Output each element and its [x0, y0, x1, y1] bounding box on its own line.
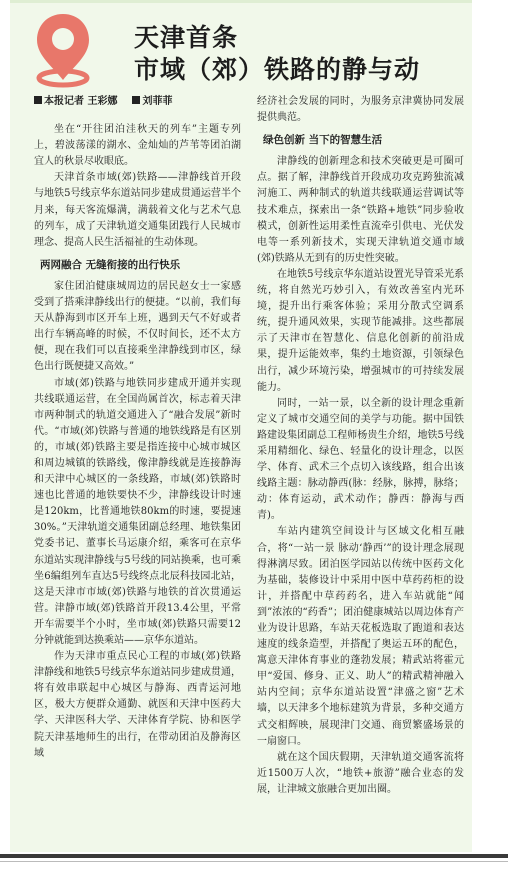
- headline-line-1: 天津首条: [134, 23, 239, 52]
- newspaper-page: [10, 0, 472, 852]
- map-pin-icon: [30, 10, 96, 88]
- bottom-rule: [0, 854, 508, 858]
- section-heading-1: 两网融合 无缝衔接的出行快乐: [40, 258, 181, 271]
- paragraph: 经济社会发展的同时，为服务京津冀协同发展提供典范。: [257, 96, 464, 124]
- top-strip: [10, 0, 472, 3]
- paragraph: 天津首条市域(郊)铁路——津静线首开段与地铁5号线京华东道站同步建成贯通运营半个月来，每天客流爆满，满载着文化与艺术气息的列车，成了天津轨道交通集团践行人民城市理念、提高人民生活福祉的生动体现。: [34, 172, 241, 248]
- byline-reporter-1: 王彩娜: [87, 96, 118, 107]
- paragraph: 家住团泊健康城周边的居民赵女士一家感受到了搭乘津静线出行的便捷。“以前，我们每天从静海到市区开车上班，遇到天气不好或者出行车辆高峰的时候，不仅时间长，还不太方便，现在我们可以直接乘坐津静线到市区，绿色出行既便捷又高效。”: [34, 280, 241, 373]
- byline: [34, 94, 241, 110]
- headline-line-2: 市域（郊）铁路的静与动: [134, 55, 421, 84]
- paragraph: 坐在“开往团泊洼秋天的列车”主题专列上，碧波荡漾的湖水、金灿灿的芦苇等团泊湖宜人的秋景尽收眼底。: [34, 124, 241, 168]
- paragraph: 津静线的创新理念和技术突破更是可圈可点。据了解，津静线首开段成功攻克跨独流减河施工、两种制式的轨道共线联通运营调试等技术难点，探索出一条“铁路+地铁”同步验收模式，创新性运用柔性直流牵引供电、光伏发电等一系列新技术，实现天津轨道交通市域(郊)铁路从无到有的历史性突破。: [257, 156, 464, 264]
- square-bullet-icon: [132, 96, 140, 104]
- left-column: [34, 94, 241, 762]
- paragraph: 市域(郊)铁路与地铁同步建成开通并实现共线联通运营，在全国尚属首次，标志着天津市两种制式的轨道交通进入了“融合发展”新时代。“市域(郊)铁路与普通的地铁线路是有区别的，市域(郊)铁路主要是指连接中心城市城区和周边城镇的铁路线，像津静线就是连接静海和天津中心城区的一条线路，市域(郊)铁路时速也比普通的地铁要快不少，津静线设计时速是120km，比普通地铁80km的时速，要提速30%。”天津轨道交通集团副总经理、地铁集团党委书记、董事长马运康介绍，乘客可在京华东道站实现津静线与5号线的同站换乘，也可乘坐6编组列车直达5号线终点北辰科技园北站，这是天津市市域(郊)铁路与地铁的首次贯通运营。津静市域(郊)铁路首开段13.4公里，平常开车需要半个小时，坐市域(郊)铁路只需要12分钟就能到达换乘站——京华东道站。: [34, 377, 241, 646]
- paragraph: 同时，一站一景，以全新的设计理念重新定义了城市交通空间的美学与功能。据中国铁路建设集团副总工程师杨贵生介绍，地铁5号线采用精细化、绿色、轻量化的设计理念，以医学、体育、武术三个点切入该线路，组合出该线路主题：脉动静西(脉：经脉，脉搏，脉络；动：体育运动，武术动作；静西：静海与西青)。: [257, 397, 464, 522]
- byline-prefix: 本报记者: [44, 96, 84, 107]
- bottom-thin-rule: [0, 861, 508, 862]
- paragraph: 在地铁5号线京华东道站设置光导管采光系统，将自然光巧妙引入，有效改善室内光环境，提升出行乘客体验；采用分散式空调系统，提升通风效果，实现节能减排。这些都展示了天津市在智慧化、信息化创新的前沿成果，提升运能效率，集约土地资源，引领绿色出行，减少环境污染，增强城市的可持续发展能力。: [257, 268, 464, 393]
- paragraph: 车站内建筑空间设计与区域文化相互融合，将“一站一景 脉动‘静西’”的设计理念展现得淋漓尽致。团泊医学园站以传统中医药文化为基础，装修设计中采用中医中草药药柜的设计，并搭配中草药药名，进入车站就能“闻到”浓浓的“药香”；团泊健康城站以周边体育产业为设计思路，车站天花板选取了跑道和表达速度的线条造型，并搭配了奥运五环的配色，寓意天津体育事业的蓬勃发展；精武站将霍元甲“爱国、修身、正义、助人”的精武精神融入站内空间；京华东道站设置“津盛之窗”艺术墙，以天津多个地标建筑为背景，多种交通方式交相辉映，展现津门交通、商贸繁盛场景的一扇窗口。: [257, 526, 464, 747]
- paragraph: 作为天津市重点民心工程的市域(郊)铁路津静线和地铁5号线京华东道站同步建成贯通，将有效串联起中心城区与静海、西青运河地区，极大方便群众通勤、就医和天津中医药大学、天津医科大学、天津体育学院、协和医学院天津基地师生的出行，在带动团泊及静海区域: [34, 651, 241, 759]
- paragraph: 就在这个国庆假期，天津轨道交通客流将近1500万人次，“地铁+旅游”融合业态的发展，让津城文旅融合更加出圈。: [257, 751, 464, 795]
- byline-reporter-2: 刘菲菲: [142, 96, 173, 107]
- square-bullet-icon: [34, 96, 42, 104]
- headline: [134, 22, 420, 86]
- section-heading-2: 绿色创新 当下的智慧生活: [263, 134, 383, 147]
- right-column: [257, 94, 464, 798]
